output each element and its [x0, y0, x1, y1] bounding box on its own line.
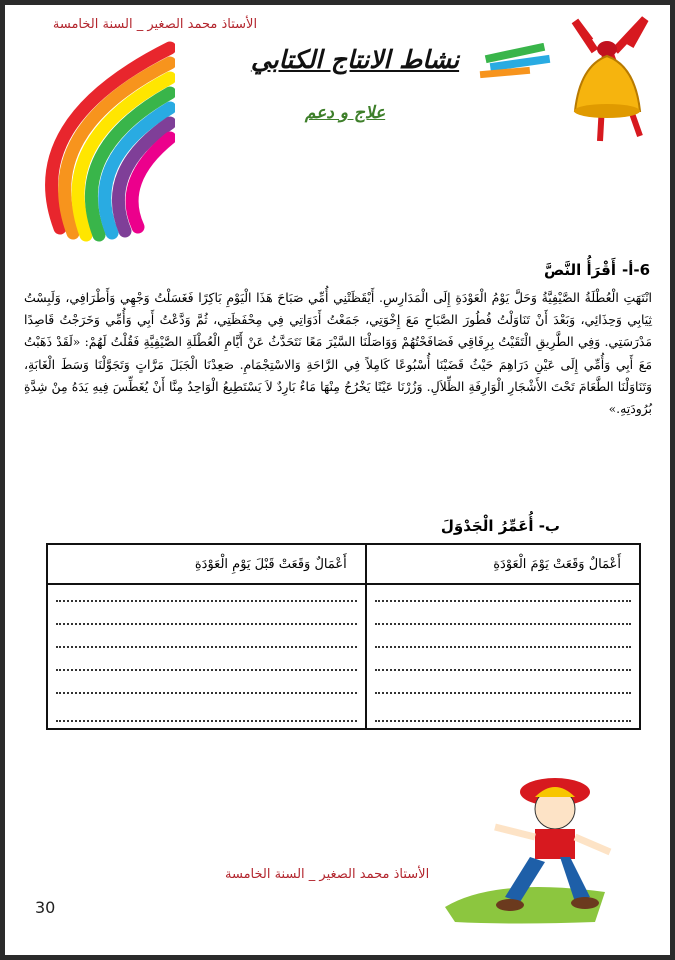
header-teacher-credit: الأستاذ محمد الصغير _ السنة الخامسة [52, 17, 258, 32]
table-header-on-return-day: أَعْمَالٌ وَقَعَتْ يَوْمَ الْعَوْدَةِ [366, 544, 640, 584]
answer-cell[interactable] [366, 654, 640, 677]
answer-cell[interactable] [47, 608, 366, 631]
table-row [47, 631, 640, 654]
rainbow-illustration [5, 13, 175, 243]
worksheet-page [5, 5, 670, 955]
answer-cell[interactable] [366, 700, 640, 729]
page-subtitle: علاج و دعم [304, 103, 386, 123]
table-header-before-return-day: أَعْمَالٌ وَقَعَتْ قَبْلَ يَوْمِ الْعَوْدَةِ [47, 544, 366, 584]
answer-cell[interactable] [47, 631, 366, 654]
answer-cell[interactable] [366, 584, 640, 608]
pencils-icon [465, 43, 565, 83]
table-row [47, 584, 640, 608]
answer-cell[interactable] [366, 677, 640, 700]
answer-cell[interactable] [366, 631, 640, 654]
bell-with-ribbon-icon [555, 11, 665, 151]
section-a-number: 6-أ- [621, 261, 650, 279]
answer-cell[interactable] [47, 700, 366, 729]
section-a-title: أَقْرَأُ النَّصَّ [543, 261, 616, 279]
activities-table [46, 543, 641, 730]
section-a-heading [544, 261, 650, 279]
table-row [47, 608, 640, 631]
footer-teacher-credit: الأستاذ محمد الصغير _ السنة الخامسة [225, 867, 430, 882]
answer-cell[interactable] [366, 608, 640, 631]
answer-cell[interactable] [47, 584, 366, 608]
table-row [47, 700, 640, 729]
page-title: نشاط الانتاج الكتابي [250, 45, 460, 74]
page-number: 30 [35, 898, 56, 917]
section-b-heading: ب- أُعَمِّرُ الْجَدْوَلَ [440, 517, 560, 535]
answer-cell[interactable] [47, 677, 366, 700]
answer-cell[interactable] [47, 654, 366, 677]
table-row [47, 654, 640, 677]
clown-character-illustration [435, 757, 615, 927]
reading-passage: انْتَهَتِ الْعُطْلَةُ الصَّيْفِيَّةُ وَحَلَّ يَوْمُ الْعَوْدَةِ إِلَى الْمَدَارِسِ. أَيْقَظَتْنِي أُمِّي صَبَاحَ هَذَا الْيَوْمِ بَاكِرًا فَغَسَلْتُ وَجْهِي وَأَطْرَافِي، وَلَبِسْتُ ثِيَابِي وَحِذَائِي، وَبَعْدَ أَنْ تَنَاوَلْتُ فُطُورَ الصَّبَاحِ مَعَ إِخْوَتِي، جَمَعْتُ أَدَوَاتِي فِي مِحْفَظَتِي، ثُمَّ وَدَّعْتُ أَبِي وَأُمِّي وَخَرَجْتُ قَاصِدًا مَدْرَسَتِي. وَفِي الطَّرِيقِ الْتَقَيْتُ بِرِفَاقِي فَصَافَحْتُهُمْ وَوَاصَلْنَا السَّيْرَ مَعًا نَتَحَدَّثُ عَنْ أَيَّامِ الْعُطْلَةِ الصَّيْفِيَّةِ فَقُلْتُ لَهُمْ: «لَقَدْ ذَهَبْتُ مَعَ أَبِي وَأُمِّي إِلَى عَيْنِ دَرَاهِمَ حَيْثُ قَضَيْنَا أُسْبُوعًا كَامِلاً فِي الرَّاحَةِ وَالاسْتِجْمَامِ. صَعِدْنَا الْجَبَلَ مَرَّاتٍ وَتَجَوَّلْنَا وَسَطَ الْغَابَةِ، وَتَنَاوَلْنَا الطَّعَامَ تَحْتَ الأَشْجَارِ الْوَارِفَةِ الظِّلاَلِ. وَزُرْنَا عَيْنًا يَخْرُجُ مِنْهَا مَاءٌ بَارِدٌ لاَ يَسْتَطِيعُ الْوَاحِدُ مِنَّا أَنْ يُغَطِّسَ فِيهِ يَدَهُ مِنْ شِدَّةِ بُرُودَتِهِ.» [24, 290, 652, 417]
table-row [47, 677, 640, 700]
